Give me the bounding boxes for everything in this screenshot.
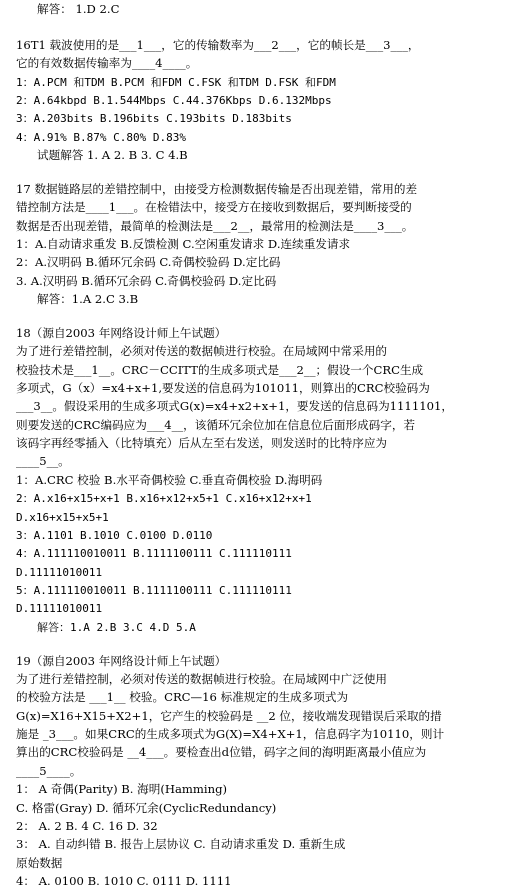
option-line: 4：A.91% B.87% C.80% D.83% <box>16 130 186 144</box>
question-18-line: 校验技术是___1__。CRC－CCITT的生成多项式是___2__；假设一个CRC生成 <box>16 362 424 377</box>
question-18-line: ___3__。假设采用的生成多项式G(x)=x4+x2+x+1，要发送的信息码为1111101， <box>16 399 453 414</box>
option-line: 2： A. 2 B. 4 C. 16 D. 32 <box>16 818 158 833</box>
question-19-line: 算出的CRC校验码是 __4___。要检查出d位错，码字之间的海明距离最小值应为 <box>16 745 427 760</box>
question-17-line-2: 错控制方法是____1___。在检错法中，接受方在接收到数据后，要判断接受的 <box>16 200 412 215</box>
question-18-title: 18（源自2003 年网络设计师上午试题） <box>16 325 227 340</box>
answer-line: 解答：1.A 2.C 3.B <box>37 292 139 307</box>
question-18-line: 该码字再经零插入（比特填充）后从左至右发送，则发送时的比特序应为 <box>16 436 388 451</box>
question-18-line: 多项式，G（x）=x4+x+1,要发送的信息码为101011，则算出的CRC校验码为 <box>16 380 430 395</box>
question-18-line: 为了进行差错控制，必须对传送的数据帧进行校验。在局域网中常采用的 <box>16 344 388 359</box>
option-line: 1： A 奇偶(Parity) B. 海明(Hamming) <box>16 782 228 797</box>
option-line: 3：A.1101 B.1010 C.0100 D.0110 <box>16 528 213 542</box>
option-line: 3：A.203bits B.196bits C.193bits D.183bits <box>16 112 292 126</box>
option-line: 3： A. 自动纠错 B. 报告上层协议 C. 自动请求重发 D. 重新生成 <box>16 837 346 852</box>
option-line: D.x16+x15+x5+1 <box>16 510 109 524</box>
option-line: 1：A.PCM 和TDM B.PCM 和FDM C.FSK 和TDM D.FSK 和FDM <box>16 75 336 89</box>
option-line-continued: 原始数据 <box>16 855 63 870</box>
option-line: 5：A.111110010011 B.1111100111 C.111110111 <box>16 584 292 597</box>
question-19-line: 的校验方法是 ___1__ 校验。CRC—16 标准规定的生成多项式为 <box>16 690 349 705</box>
option-line: 1：A.自动请求重发 B.反馈检测 C.空闲重发请求 D.连续重发请求 <box>16 236 351 251</box>
answer-line: 解答： 1.D 2.C <box>37 2 120 16</box>
option-line: 2：A.汉明码 B.循环冗余码 C.奇偶校验码 D.定比码 <box>16 255 281 270</box>
option-line: D.11111010011 <box>16 565 103 579</box>
question-19-line: ____5____。 <box>16 763 82 778</box>
option-line: 4：A.111110010011 B.1111100111 C.111110111 <box>16 547 292 561</box>
question-19-line: 施是 _3___。如果CRC的生成多项式为G(X)=X4+X+1，信息码字为10110，则计 <box>16 727 445 742</box>
question-18-line: ____5__。 <box>16 454 70 469</box>
question-18-line: 则要发送的CRC编码应为___4__，该循环冗余位加在信息位后面形成码字，若 <box>16 417 416 432</box>
option-line: D.11111010011 <box>16 602 103 616</box>
answer-line: 解答：1.A 2.B 3.C 4.D 5.A <box>37 620 196 634</box>
option-line: 2：A.64kbpd B.1.544Mbps C.44.376Kbps D.6.132Mbps <box>16 93 332 107</box>
question-17-line-1: 17 数据链路层的差错控制中，由接受方检测数据传输是否出现差错，常用的差 <box>16 181 418 196</box>
option-line: 3. A.汉明码 B.循环冗余码 C.奇偶校验码 D.定比码 <box>16 273 277 288</box>
answer-line: 试题解答 1. A 2. B 3. C 4.B <box>37 147 188 162</box>
option-line: 2：A.x16+x15+x+1 B.x16+x12+x5+1 C.x16+x12+x+1 <box>16 492 312 506</box>
question-17-line-3: 数据是否出现差错，最简单的检测法是___2__，最常用的检测法是____3___。 <box>16 218 414 233</box>
question-19-line: G(x)=X16+X15+X2+1，它产生的校验码是 __2 位，接收端发现错误后采取的措 <box>16 708 442 723</box>
question-16-line-1: 16T1 载波使用的是___1___，它的传输数率为___2___，它的帧长是___3___， <box>16 37 420 52</box>
question-16-line-2: 它的有效数据传输率为____4____。 <box>16 56 198 71</box>
option-line: 1：A.CRC 校验 B.水平奇偶校验 C.垂直奇偶校验 D.海明码 <box>16 472 323 487</box>
option-line: 4： A. 0100 B. 1010 C. 0111 D. 1111 <box>16 874 232 888</box>
question-19-line: 为了进行差错控制，必须对传送的数据帧进行校验。在局域网中广泛使用 <box>16 671 388 686</box>
question-19-title: 19（源自2003 年网络设计师上午试题） <box>16 653 227 668</box>
option-line: C. 格雷(Gray) D. 循环冗余(CyclicRedundancy) <box>16 800 277 815</box>
